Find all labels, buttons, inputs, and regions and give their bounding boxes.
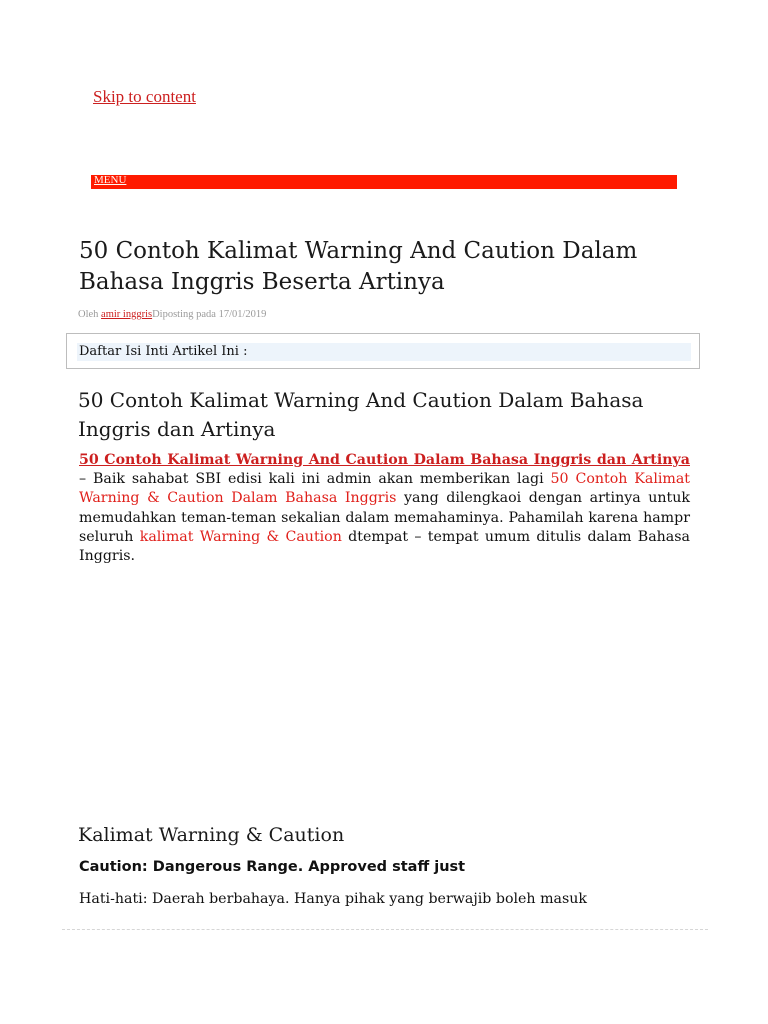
intro-text-2: yang dilengkaoi dengan artinya untuk memudahkan teman-teman sekalian dalam memahaminya. Pahamilah karena hampr seluruh (79, 490, 690, 545)
author-link[interactable]: amir inggris (101, 309, 153, 320)
menu-button[interactable]: MENU (94, 174, 127, 186)
skip-to-content-link[interactable]: Skip to content (93, 87, 196, 106)
subsection-heading: Kalimat Warning & Caution (78, 824, 345, 846)
intro-lead-link[interactable]: 50 Contoh Kalimat Warning And Caution Dalam Bahasa Inggris dan Artinya (79, 452, 690, 468)
article-title: 50 Contoh Kalimat Warning And Caution Dalam Bahasa Inggris Beserta Artinya (79, 238, 638, 295)
intro-highlight-2: kalimat Warning & Caution (139, 528, 342, 545)
example-english: Caution: Dangerous Range. Approved staff just (79, 859, 466, 875)
example-translation: Hati-hati: Daerah berbahaya. Hanya pihak yang berwajib boleh masuk (79, 891, 587, 907)
post-date: 17/01/2019 (218, 309, 267, 320)
divider (62, 929, 708, 930)
toc-header[interactable] (77, 343, 691, 361)
intro-text-3: dtempat – tempat umum ditulis dalam Bahasa Inggris. (79, 528, 690, 565)
intro-highlight-1: 50 Contoh Kalimat Warning & Caution Dalam Bahasa Inggris (79, 471, 691, 507)
table-of-contents (66, 333, 700, 369)
meta-by-prefix: Oleh (78, 309, 102, 320)
menu-bar (91, 175, 677, 189)
toc-title: Daftar Isi Inti Artikel Ini : (79, 344, 248, 359)
section-heading: 50 Contoh Kalimat Warning And Caution Dalam Bahasa Inggris dan Artinya (78, 388, 644, 441)
intro-text-1: – Baik sahabat SBI edisi kali ini admin akan memberikan lagi (79, 471, 551, 488)
article-meta (78, 309, 266, 320)
meta-posted-prefix: Diposting pada (152, 309, 219, 320)
intro-paragraph (79, 451, 690, 566)
